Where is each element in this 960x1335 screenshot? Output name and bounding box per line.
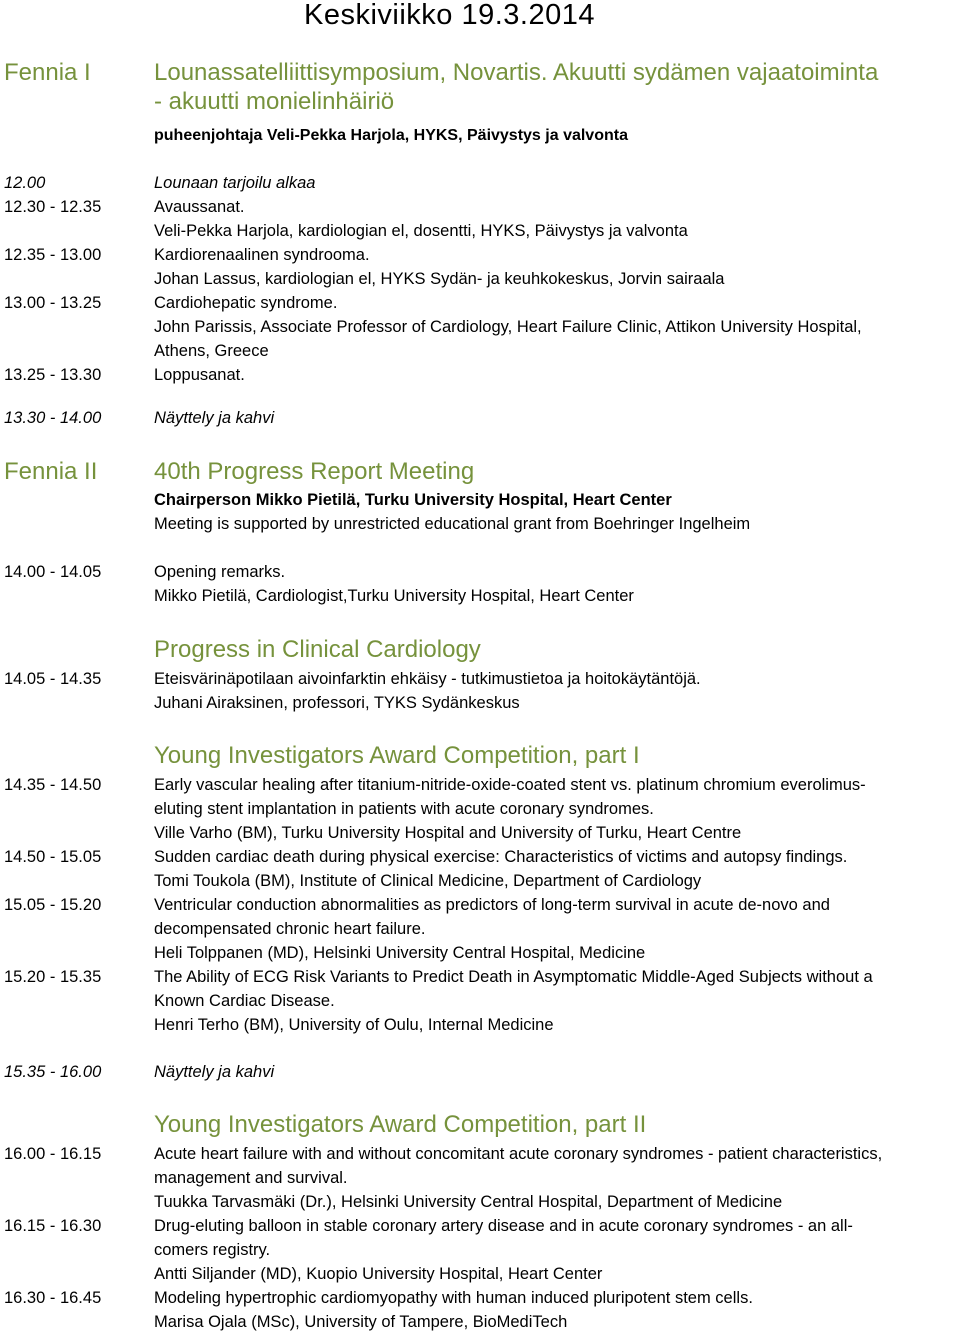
session1-title-line2: - akuutti monielinhäiriö [154,88,395,115]
time-14-50: 14.50 - 15.05 [4,848,102,866]
agenda-item-title: The Ability of ECG Risk Variants to Predict Death in Asymptomatic Middle-Aged Subjects without a [154,968,873,986]
agenda-item-speaker: Antti Siljander (MD), Kuopio University Hospital, Heart Center [154,1265,603,1283]
time-12-35: 12.35 - 13.00 [4,246,102,264]
time-13-25: 13.25 - 13.30 [4,366,102,384]
time-15-20: 15.20 - 15.35 [4,968,102,986]
agenda-item-speaker: Johan Lassus, kardiologian el, HYKS Sydän- ja keuhkokeskus, Jorvin sairaala [154,270,725,288]
time-14-35: 14.35 - 14.50 [4,776,102,794]
session1-title-line1: Lounassatelliittisymposium, Novartis. Akuutti sydämen vajaatoiminta [154,59,879,86]
agenda-item-title: Drug-eluting balloon in stable coronary artery disease and in acute coronary syndromes - an all- [154,1217,853,1235]
agenda-item-title-cont: comers registry. [154,1241,271,1259]
agenda-item-speaker: Heli Tolppanen (MD), Helsinki University Central Hospital, Medicine [154,944,646,962]
time-12-30: 12.30 - 12.35 [4,198,102,216]
agenda-item-title: Ventricular conduction abnormalities as predictors of long-term survival in acute de-novo and [154,896,830,914]
agenda-item-title: Opening remarks. [154,563,286,581]
agenda-item-title-cont: Known Cardiac Disease. [154,992,335,1010]
agenda-item-title-cont: eluting stent implantation in patients with acute coronary syndromes. [154,800,654,818]
session1-chair: puheenjohtaja Veli-Pekka Harjola, HYKS, Päivystys ja valvonta [154,127,628,144]
section-heading-yia-part1: Young Investigators Award Competition, part I [154,742,640,769]
session2-chair: Chairperson Mikko Pietilä, Turku University Hospital, Heart Center [154,491,672,509]
agenda-item-title: Early vascular healing after titanium-nitride-oxide-coated stent vs. platinum chromium everolimus- [154,776,866,794]
agenda-item-title: Eteisvärinäpotilaan aivoinfarktin ehkäisy - tutkimustietoa ja hoitokäytäntöjä. [154,670,701,688]
session2-title: 40th Progress Report Meeting [154,458,475,485]
agenda-item-speaker: Henri Terho (BM), University of Oulu, Internal Medicine [154,1016,554,1034]
agenda-item-speaker: Ville Varho (BM), Turku University Hospital and University of Turku, Heart Centre [154,824,742,842]
agenda-item-break: Näyttely ja kahvi [154,409,275,427]
agenda-item-title: Modeling hypertrophic cardiomyopathy with human induced pluripotent stem cells. [154,1289,753,1307]
section-heading-progress: Progress in Clinical Cardiology [154,636,481,663]
agenda-item-speaker: Mikko Pietilä, Cardiologist,Turku University Hospital, Heart Center [154,587,634,605]
agenda-item-speaker: John Parissis, Associate Professor of Cardiology, Heart Failure Clinic, Attikon University Hospital, [154,318,862,336]
agenda-item-speaker: Marisa Ojala (MSc), University of Tampere, BioMediTech [154,1313,568,1331]
agenda-item-title: Acute heart failure with and without concomitant acute coronary syndromes - patient characteristics, [154,1145,883,1163]
agenda-item-title-cont: management and survival. [154,1169,348,1187]
time-13-00: 13.00 - 13.25 [4,294,102,312]
agenda-item-title: Cardiohepatic syndrome. [154,294,338,312]
agenda-item-title: Avaussanat. [154,198,245,216]
time-14-00: 14.00 - 14.05 [4,563,102,581]
time-13-30: 13.30 - 14.00 [4,409,102,427]
agenda-item-break: Näyttely ja kahvi [154,1063,275,1081]
time-16-00: 16.00 - 16.15 [4,1145,102,1163]
time-15-05: 15.05 - 15.20 [4,896,102,914]
session2-support-note: Meeting is supported by unrestricted educational grant from Boehringer Ingelheim [154,515,751,533]
agenda-item-speaker: Juhani Airaksinen, professori, TYKS Sydänkeskus [154,694,520,712]
agenda-item-speaker: Tomi Toukola (BM), Institute of Clinical Medicine, Department of Cardiology [154,872,702,890]
agenda-item-title: Loppusanat. [154,366,245,384]
agenda-item-speaker: Veli-Pekka Harjola, kardiologian el, dosentti, HYKS, Päivystys ja valvonta [154,222,688,240]
time-14-05: 14.05 - 14.35 [4,670,102,688]
page-title: Keskiviikko 19.3.2014 [304,0,595,31]
hall-fennia-1: Fennia I [4,59,91,86]
agenda-item-speaker: Tuukka Tarvasmäki (Dr.), Helsinki University Central Hospital, Department of Medicine [154,1193,783,1211]
agenda-item-title: Sudden cardiac death during physical exercise: Characteristics of victims and autopsy findings. [154,848,848,866]
agenda-item-speaker-cont: Athens, Greece [154,342,269,360]
agenda-item-title: Kardiorenaalinen syndrooma. [154,246,370,264]
hall-fennia-2: Fennia II [4,458,98,485]
agenda-item-lunch: Lounaan tarjoilu alkaa [154,174,316,192]
time-16-15: 16.15 - 16.30 [4,1217,102,1235]
time-16-30: 16.30 - 16.45 [4,1289,102,1307]
time-12-00: 12.00 [4,174,46,192]
agenda-item-title-cont: decompensated chronic heart failure. [154,920,426,938]
time-15-35: 15.35 - 16.00 [4,1063,102,1081]
section-heading-yia-part2: Young Investigators Award Competition, part II [154,1111,647,1138]
